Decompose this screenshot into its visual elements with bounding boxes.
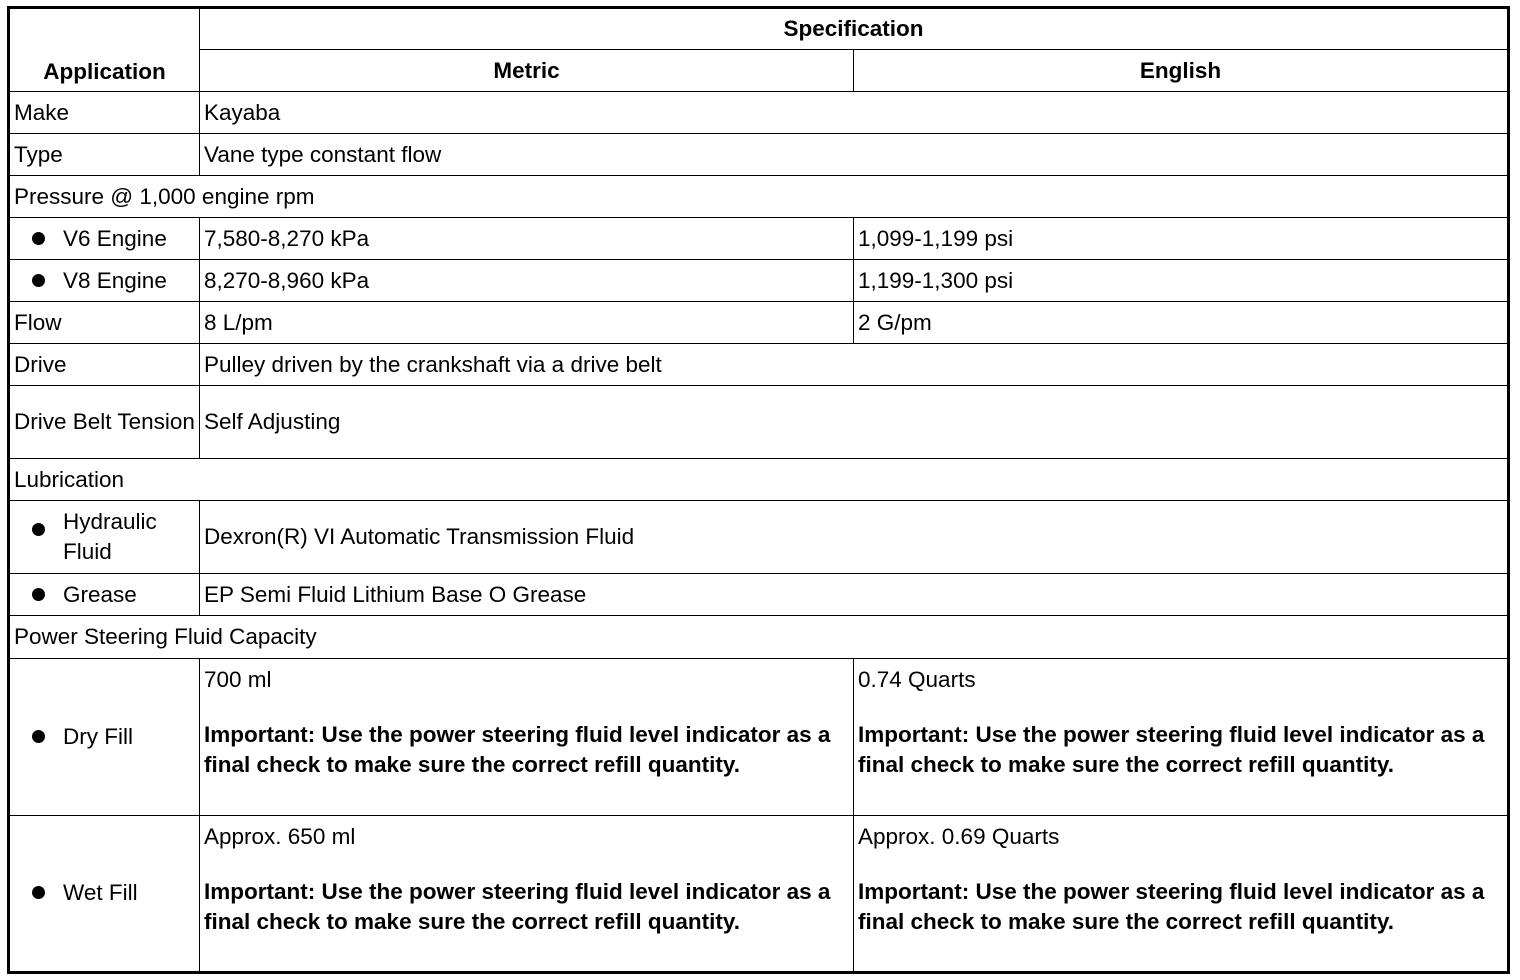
flow-english-value: 2 G/pm bbox=[854, 302, 1509, 344]
type-label: Type bbox=[9, 134, 200, 176]
v6-engine-label: V6 Engine bbox=[63, 225, 167, 251]
dry-fill-label-cell bbox=[9, 658, 200, 815]
table-row bbox=[9, 386, 1509, 459]
wet-fill-metric-note: Important: Use the power steering fluid level indicator as a final check to make sure the correct refill quantity. bbox=[204, 878, 831, 934]
wet-fill-english-note: Important: Use the power steering fluid level indicator as a final check to make sure the correct refill quantity. bbox=[858, 878, 1485, 934]
dry-fill-english-value: 0.74 Quarts bbox=[858, 666, 976, 692]
wet-fill-english-cell bbox=[854, 815, 1509, 972]
table-row bbox=[9, 344, 1509, 386]
spec-table bbox=[7, 6, 1510, 974]
table-row bbox=[9, 218, 1509, 260]
table-row bbox=[9, 134, 1509, 176]
wet-fill-label: Wet Fill bbox=[63, 880, 138, 906]
table-row bbox=[9, 92, 1509, 134]
table-row bbox=[9, 815, 1509, 972]
drive-value: Pulley driven by the crankshaft via a drive belt bbox=[200, 344, 1509, 386]
table-row bbox=[9, 616, 1509, 658]
specification-header: Specification bbox=[200, 8, 1509, 50]
table-row bbox=[9, 260, 1509, 302]
make-value: Kayaba bbox=[200, 92, 1509, 134]
table-row bbox=[9, 501, 1509, 574]
flow-label: Flow bbox=[9, 302, 200, 344]
bullet-icon bbox=[32, 886, 45, 899]
drive-belt-label: Drive Belt Tension bbox=[9, 386, 200, 459]
table-row bbox=[9, 302, 1509, 344]
v8-engine-label: V8 Engine bbox=[63, 267, 167, 293]
dry-fill-english-note: Important: Use the power steering fluid level indicator as a final check to make sure the correct refill quantity. bbox=[858, 721, 1485, 777]
bullet-icon bbox=[32, 274, 45, 287]
type-value: Vane type constant flow bbox=[200, 134, 1509, 176]
dry-fill-english-cell bbox=[854, 658, 1509, 815]
v6-english-value: 1,099-1,199 psi bbox=[854, 218, 1509, 260]
hydraulic-fluid-label-cell bbox=[9, 501, 200, 574]
table-row bbox=[9, 176, 1509, 218]
v8-engine-label-cell bbox=[9, 260, 200, 302]
header-row-top bbox=[9, 8, 1509, 50]
table-row bbox=[9, 658, 1509, 815]
bullet-icon bbox=[32, 523, 45, 536]
drive-belt-value: Self Adjusting bbox=[200, 386, 1509, 459]
bullet-icon bbox=[32, 730, 45, 743]
capacity-section-label: Power Steering Fluid Capacity bbox=[9, 616, 1509, 658]
metric-header: Metric bbox=[200, 50, 854, 92]
grease-value: EP Semi Fluid Lithium Base O Grease bbox=[200, 574, 1509, 616]
bullet-icon bbox=[32, 232, 45, 245]
wet-fill-english-value: Approx. 0.69 Quarts bbox=[858, 823, 1060, 849]
dry-fill-metric-cell bbox=[200, 658, 854, 815]
dry-fill-metric-value: 700 ml bbox=[204, 666, 272, 692]
dry-fill-metric-note: Important: Use the power steering fluid level indicator as a final check to make sure the correct refill quantity. bbox=[204, 721, 831, 777]
dry-fill-label: Dry Fill bbox=[63, 723, 133, 749]
v8-metric-value: 8,270-8,960 kPa bbox=[200, 260, 854, 302]
bullet-icon bbox=[32, 588, 45, 601]
make-label: Make bbox=[9, 92, 200, 134]
drive-label: Drive bbox=[9, 344, 200, 386]
header-row-bottom bbox=[9, 50, 1509, 92]
wet-fill-metric-cell bbox=[200, 815, 854, 972]
lubrication-section-label: Lubrication bbox=[9, 459, 1509, 501]
application-header: Application bbox=[9, 8, 200, 92]
grease-label-cell bbox=[9, 574, 200, 616]
flow-metric-value: 8 L/pm bbox=[200, 302, 854, 344]
table-row bbox=[9, 574, 1509, 616]
wet-fill-metric-value: Approx. 650 ml bbox=[204, 823, 356, 849]
grease-label: Grease bbox=[63, 581, 137, 607]
english-header: English bbox=[854, 50, 1509, 92]
hydraulic-fluid-label: Hydraulic Fluid bbox=[63, 509, 157, 565]
pressure-section-label: Pressure @ 1,000 engine rpm bbox=[9, 176, 1509, 218]
v8-english-value: 1,199-1,300 psi bbox=[854, 260, 1509, 302]
hydraulic-fluid-value: Dexron(R) VI Automatic Transmission Fluid bbox=[200, 501, 1509, 574]
v6-metric-value: 7,580-8,270 kPa bbox=[200, 218, 854, 260]
v6-engine-label-cell bbox=[9, 218, 200, 260]
table-row bbox=[9, 459, 1509, 501]
wet-fill-label-cell bbox=[9, 815, 200, 972]
